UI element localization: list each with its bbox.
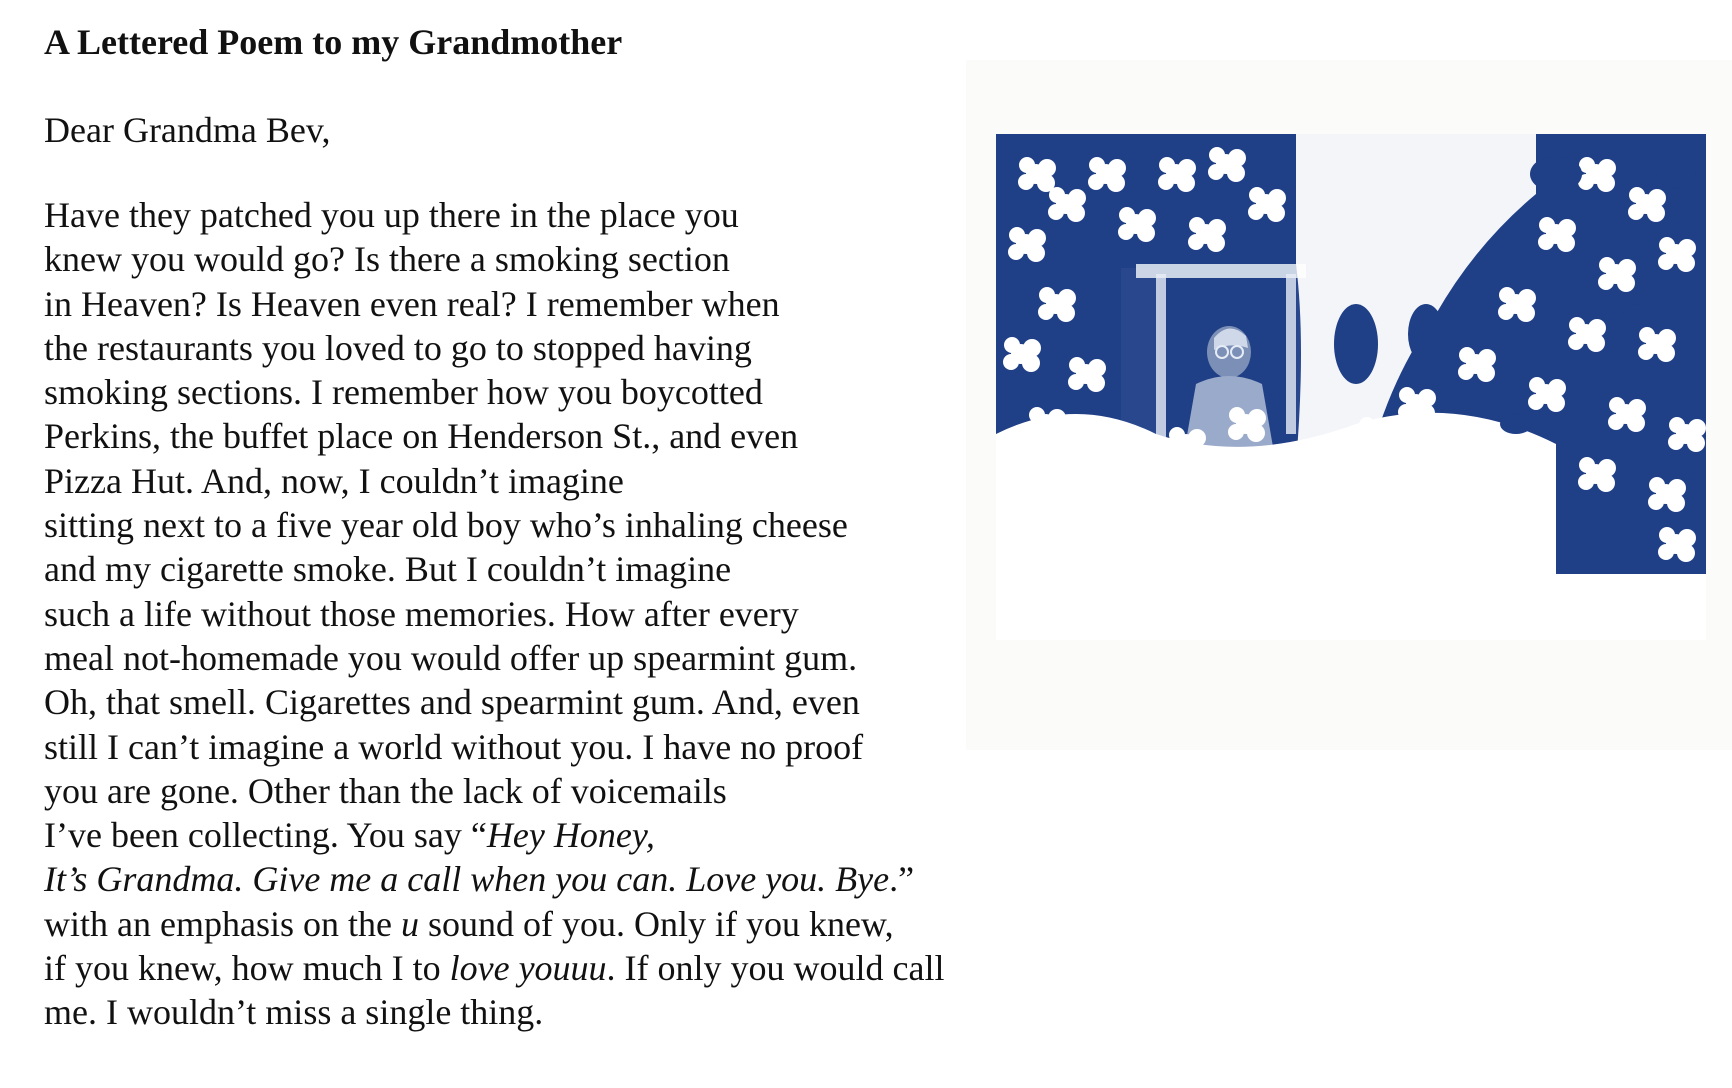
poem-line: sitting next to a five year old boy who’s inhaling cheese [44, 505, 848, 546]
poem-line: Have they patched you up there in the place you [44, 195, 739, 235]
poem-line: and my cigarette smoke. But I couldn’t imagine [44, 549, 732, 590]
poem-text: I’ve been collecting. You say “ [44, 815, 487, 856]
poem-line: the restaurants you loved to go to stopped having [44, 327, 752, 368]
poem-text: . If only you would call [606, 948, 945, 989]
poem-line: in Heaven? Is Heaven even real? I remember when [44, 283, 780, 324]
poem-text: if you knew, how much I to [44, 948, 450, 989]
poem-line: meal not-homemade you would offer up spearmint gum. [44, 637, 858, 678]
poem-italic-text: It’s Grandma. Give me a call when you can. Love you. Bye [44, 859, 890, 900]
poem-line: still I can’t imagine a world without you. I have no proof [44, 726, 864, 767]
poem-line [44, 813, 945, 857]
poem-body [44, 193, 945, 1035]
poem-line: Perkins, the buffet place on Henderson St., and even [44, 416, 799, 457]
poem-line: Oh, that smell. Cigarettes and spearmint gum. And, even [44, 682, 860, 723]
salutation: Dear Grandma Bev, [44, 110, 331, 150]
poem-line: such a life without those memories. How after every [44, 593, 799, 634]
poem-title: A Lettered Poem to my Grandmother [44, 22, 623, 62]
poem-line [44, 902, 945, 946]
poem-italic-text: u [400, 903, 419, 944]
poem-italic-text: Hey Honey, [486, 815, 655, 856]
poem-line: smoking sections. I remember how you boycotted [44, 372, 763, 413]
poem-line: me. I wouldn’t miss a single thing. [44, 992, 544, 1033]
poem-line [44, 857, 945, 901]
poem-line: Pizza Hut. And, now, I couldn’t imagine [44, 460, 624, 501]
poem-line [44, 946, 945, 990]
poem-italic-text: love youuu [449, 948, 607, 989]
poem-text: sound of you. Only if you knew, [418, 903, 894, 944]
poem-line: knew you would go? Is there a smoking section [44, 239, 730, 280]
poem-line: you are gone. Other than the lack of voicemails [44, 770, 727, 811]
poem-text: with an emphasis on the [44, 903, 401, 944]
cyanotype-photo [996, 134, 1706, 640]
poem-text: .” [889, 859, 915, 900]
cyanotype-photo-frame [966, 60, 1732, 750]
